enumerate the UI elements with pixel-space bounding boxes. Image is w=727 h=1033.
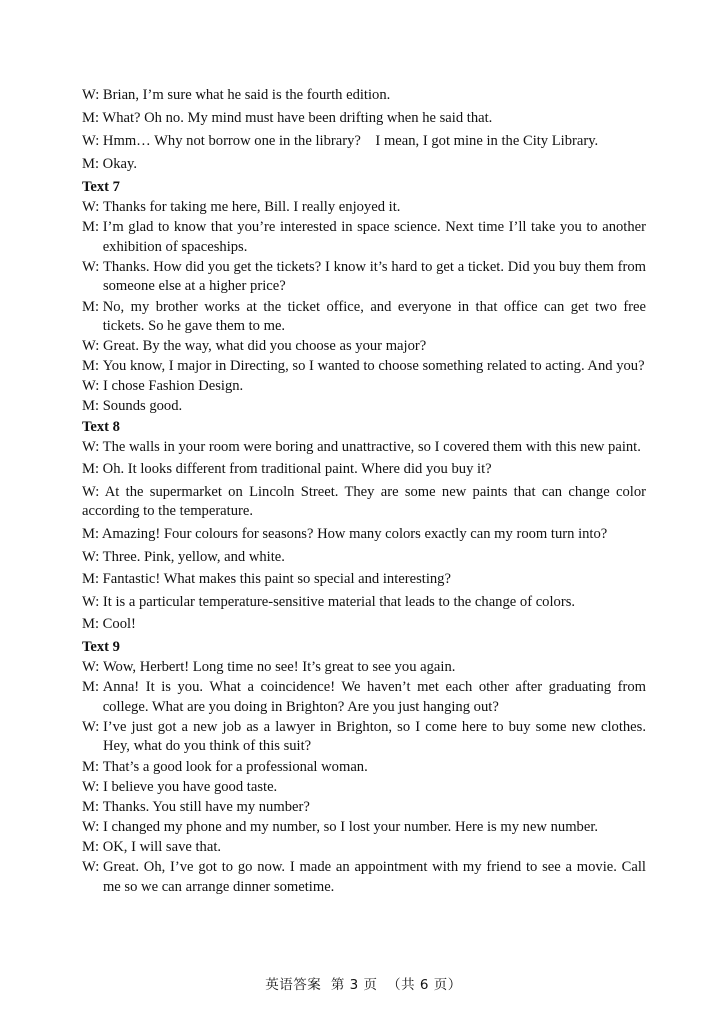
section-heading: Text 9 bbox=[82, 639, 120, 655]
section-heading: Text 8 bbox=[82, 418, 120, 435]
text7-section bbox=[82, 178, 646, 417]
speaker-label: M: bbox=[82, 298, 103, 315]
dialogue-paragraph: W: Three. Pink, yellow, and white. bbox=[82, 548, 285, 565]
dialogue-line: M: Okay. bbox=[82, 155, 137, 172]
utterance: I’ve just got a new job as a lawyer in Brighton, so I come here to buy some new clothes. Hey, what do you think of this suit? bbox=[102, 718, 646, 755]
dialogue-line: M: What? Oh no. My mind must have been drifting when he said that. bbox=[82, 109, 493, 126]
section-heading: Text 7 bbox=[82, 178, 120, 195]
dialogue-turn bbox=[82, 678, 646, 717]
speaker-label: M: bbox=[82, 219, 103, 236]
utterance: Great. By the way, what did you choose as your major? bbox=[102, 338, 427, 355]
speaker-label: W: bbox=[82, 659, 103, 676]
dialogue-line: W: Brian, I’m sure what he said is the fourth edition. bbox=[82, 87, 391, 103]
speaker-label: M: bbox=[82, 358, 103, 375]
dialogue-line: W: Hmm… Why not borrow one in the library? I mean, I got mine in the City Library. bbox=[82, 132, 599, 149]
utterance: Thanks. How did you get the tickets? I know it’s hard to get a ticket. Did you buy them from someone else at a higher price? bbox=[102, 258, 646, 295]
utterance: Thanks for taking me here, Bill. I really enjoyed it. bbox=[102, 199, 401, 216]
utterance: Sounds good. bbox=[102, 398, 183, 415]
dialogue-turn bbox=[82, 818, 646, 838]
utterance: No, my brother works at the ticket office, and everyone in that office can get two free tickets. So he gave them to me. bbox=[102, 298, 646, 335]
dialogue-turn bbox=[82, 798, 646, 818]
dialogue-turn bbox=[82, 778, 646, 798]
utterance: I chose Fashion Design. bbox=[102, 378, 244, 395]
dialogue-turn bbox=[82, 258, 646, 297]
transcript bbox=[82, 86, 646, 898]
speaker-label: W: bbox=[82, 778, 103, 795]
speaker-label: W: bbox=[82, 258, 103, 275]
dialogue-paragraph: M: Fantastic! What makes this paint so special and interesting? bbox=[82, 571, 451, 588]
speaker-label: M: bbox=[82, 679, 103, 696]
dialogue-paragraph: M: Oh. It looks different from traditional paint. Where did you buy it? bbox=[82, 461, 492, 478]
dialogue-paragraph: W: The walls in your room were boring and unattractive, so I covered them with this new paint. bbox=[82, 438, 641, 455]
dialogue-turn bbox=[82, 198, 646, 218]
speaker-label: W: bbox=[82, 378, 103, 395]
utterance: I’m glad to know that you’re interested in space science. Next time I’ll take you to another exhibition of spaceships. bbox=[102, 219, 646, 255]
utterance: You know, I major in Directing, so I wanted to choose something related to acting. And you? bbox=[102, 358, 645, 375]
dialogue-turn bbox=[82, 218, 646, 257]
top-lines bbox=[82, 86, 646, 175]
text8-section bbox=[82, 418, 646, 635]
page-footer: 英语答案 第 3 页 （共 6 页） bbox=[265, 977, 462, 993]
dialogue-turn bbox=[82, 397, 646, 417]
speaker-label: W: bbox=[82, 338, 103, 355]
dialogue-turn bbox=[82, 658, 646, 678]
dialogue-turn bbox=[82, 718, 646, 757]
speaker-label: W: bbox=[82, 859, 103, 876]
dialogue-paragraph: M: Cool! bbox=[82, 616, 136, 633]
utterance: Thanks. You still have my number? bbox=[102, 798, 310, 815]
speaker-label: W: bbox=[82, 818, 103, 835]
speaker-label: W: bbox=[82, 718, 103, 735]
dialogue-turn bbox=[82, 357, 646, 377]
utterance: I changed my phone and my number, so I lost your number. Here is my new number. bbox=[102, 818, 599, 835]
speaker-label: M: bbox=[82, 398, 103, 415]
dialogue-paragraph: M: Amazing! Four colours for seasons? How many colors exactly can my room turn into? bbox=[82, 526, 608, 543]
utterance: Wow, Herbert! Long time no see! It’s great to see you again. bbox=[102, 659, 456, 676]
dialogue-turn bbox=[82, 298, 646, 337]
dialogue-turn bbox=[82, 377, 646, 397]
speaker-label: M: bbox=[82, 838, 103, 855]
utterance: Great. Oh, I’ve got to go now. I made an appointment with my friend to see a movie. Call me so we can arrange dinner sometime. bbox=[102, 859, 646, 895]
utterance: Anna! It is you. What a coincidence! We haven’t met each other after graduating from college. What are you doing in Brighton? Are you just hanging out? bbox=[102, 679, 646, 715]
dialogue-paragraph: W: It is a particular temperature-sensitive material that leads to the change of colors. bbox=[82, 593, 576, 610]
text9-section bbox=[82, 638, 646, 897]
dialogue-paragraph: W: At the supermarket on Lincoln Street. They are some new paints that can change color according to the temperature. bbox=[82, 483, 646, 520]
utterance: OK, I will save that. bbox=[102, 838, 222, 855]
dialogue-turn bbox=[82, 337, 646, 357]
speaker-label: M: bbox=[82, 758, 103, 775]
speaker-label: M: bbox=[82, 798, 103, 815]
speaker-label: W: bbox=[82, 199, 103, 216]
dialogue-turn bbox=[82, 858, 646, 897]
dialogue-turn bbox=[82, 838, 646, 858]
utterance: I believe you have good taste. bbox=[102, 778, 278, 795]
dialogue-turn bbox=[82, 758, 646, 778]
utterance: That’s a good look for a professional woman. bbox=[102, 758, 368, 775]
